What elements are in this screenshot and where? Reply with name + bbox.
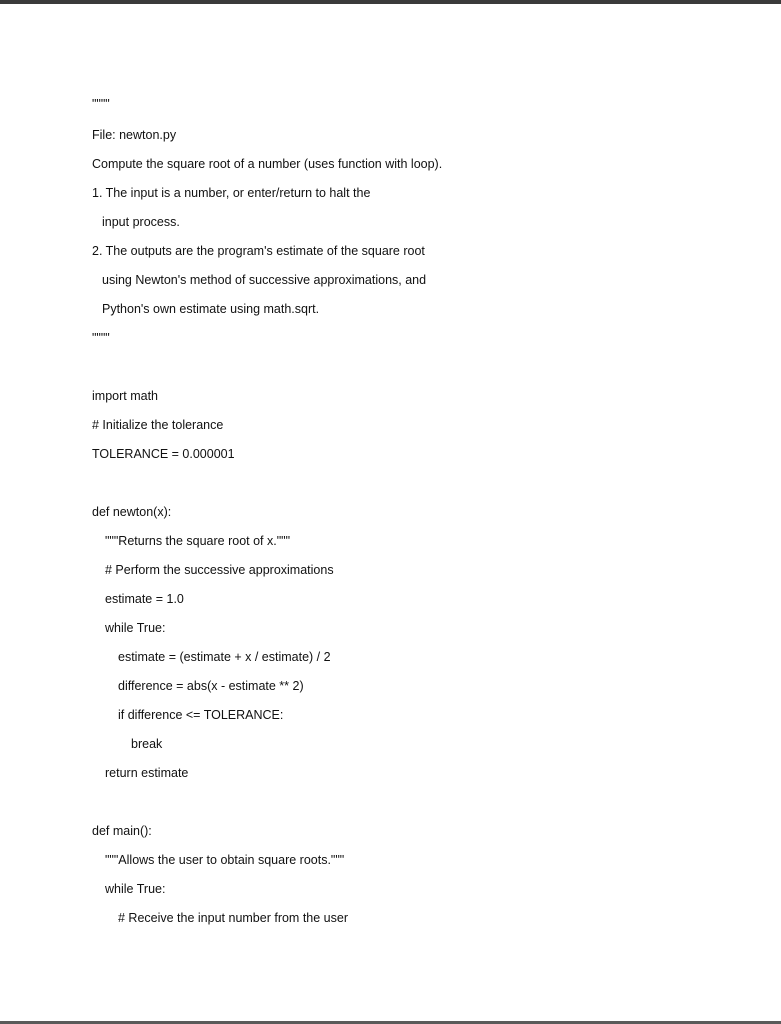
estimate-update: estimate = (estimate + x / estimate) / 2 [118,650,331,664]
description-line: Compute the square root of a number (uses function with loop). [92,157,443,171]
estimate-init: estimate = 1.0 [105,592,184,606]
newton-def: def newton(x): [92,505,172,519]
output-note-continued-2: Python's own estimate using math.sqrt. [102,302,320,316]
approximation-comment: # Perform the successive approximations [105,563,334,577]
input-note-continued: input process. [102,215,180,229]
newton-while: while True: [105,621,166,635]
newton-docstring: """Returns the square root of x.""" [105,534,291,548]
difference-calc: difference = abs(x - estimate ** 2) [118,679,304,693]
break-statement: break [131,737,163,751]
docstring-close: """" [92,331,110,345]
import-line: import math [92,389,158,403]
tolerance-check: if difference <= TOLERANCE: [118,708,284,722]
main-def: def main(): [92,824,152,838]
tolerance-comment: # Initialize the tolerance [92,418,224,432]
output-note-continued-1: using Newton's method of successive approximations, and [102,273,427,287]
tolerance-assignment: TOLERANCE = 0.000001 [92,447,235,461]
input-comment: # Receive the input number from the user [118,911,348,925]
main-docstring: """Allows the user to obtain square roots.""" [105,853,345,867]
return-statement: return estimate [105,766,189,780]
input-note-line: 1. The input is a number, or enter/return to halt the [92,186,371,200]
main-while: while True: [105,882,166,896]
output-note-line: 2. The outputs are the program's estimate of the square root [92,244,425,258]
docstring-open: """" [92,97,110,111]
file-name-line: File: newton.py [92,128,177,142]
